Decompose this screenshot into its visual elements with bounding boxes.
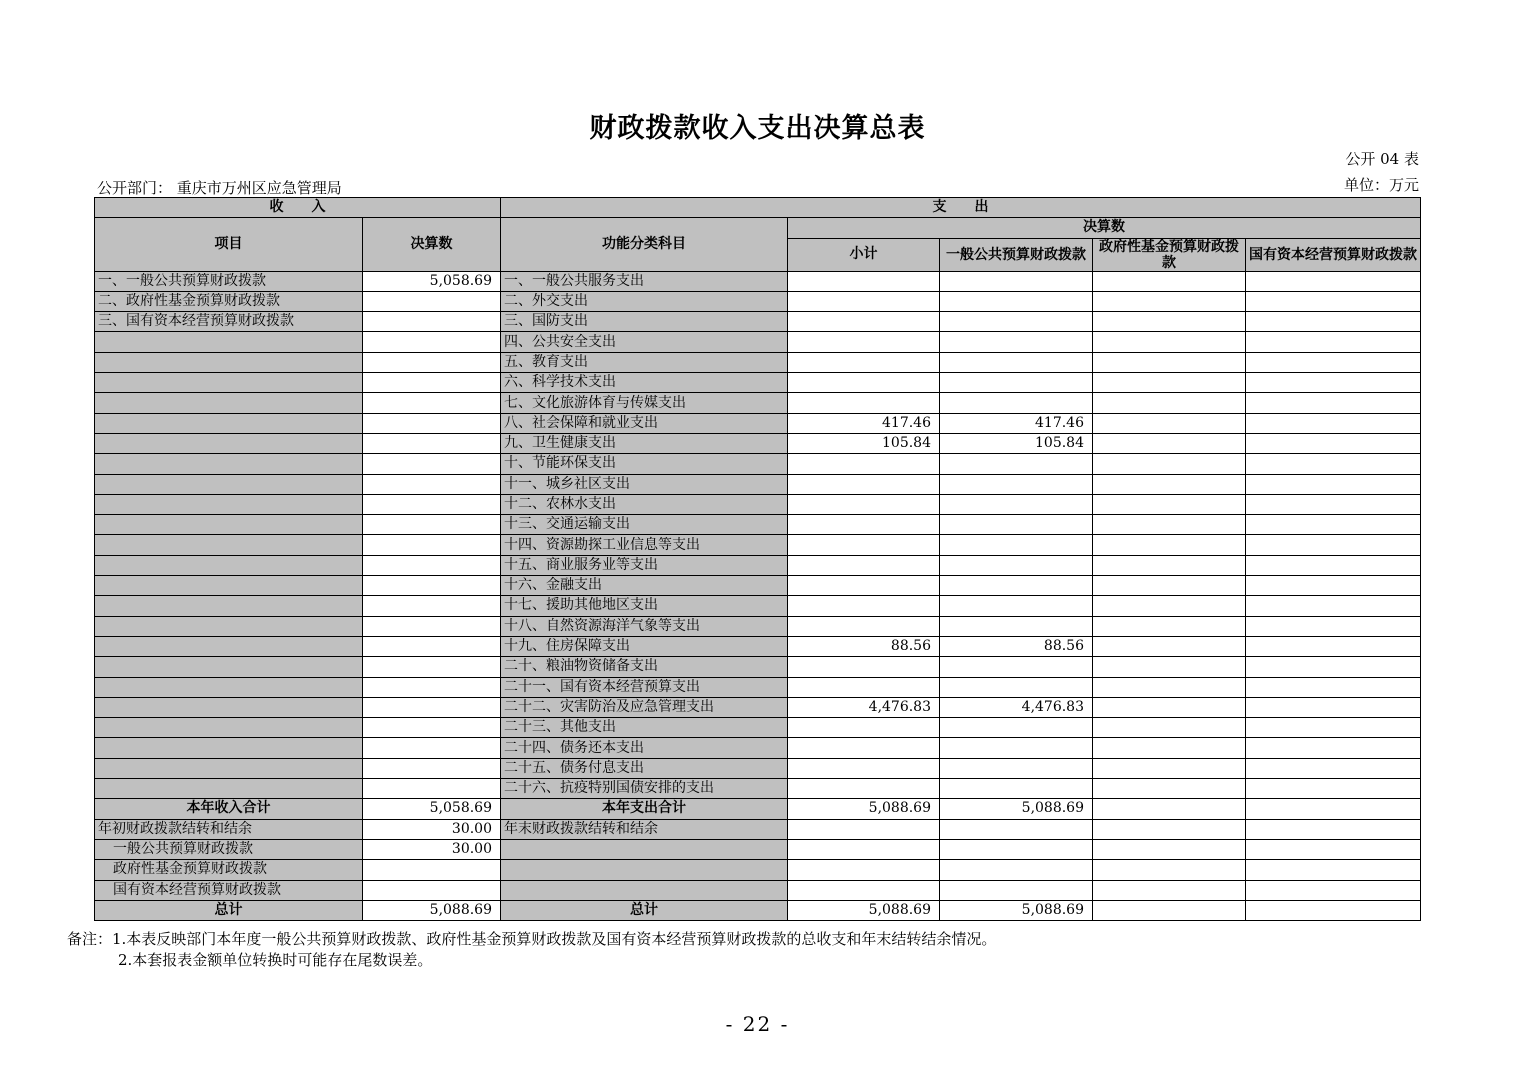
income-item-cell: [95, 718, 363, 738]
table-row: [95, 636, 1421, 656]
expense-item-cell: 七、文化旅游体育与传媒支出: [501, 393, 788, 413]
income-item-cell: [95, 494, 363, 514]
expense-fund-cell: [1093, 555, 1246, 575]
table-row: [95, 555, 1421, 575]
expense-subtotal-cell: 88.56: [788, 636, 940, 656]
table-row: [95, 738, 1421, 758]
table-row: [95, 454, 1421, 474]
year-expense-general: 5,088.69: [940, 799, 1093, 819]
year-income-value: 5,058.69: [363, 799, 501, 819]
table-row: [95, 433, 1421, 453]
income-value-cell: [363, 697, 501, 717]
income-header: 收 入: [95, 198, 501, 218]
grand-total-income-value: 5,088.69: [363, 900, 501, 920]
table-row: [95, 291, 1421, 311]
expense-subtotal-cell: 4,476.83: [788, 697, 940, 717]
income-value-cell: [363, 657, 501, 677]
end-balance-general: [940, 819, 1093, 839]
expense-subtotal-cell: [788, 535, 940, 555]
table-row: [95, 677, 1421, 697]
expense-general-cell: [940, 677, 1093, 697]
table-row: [95, 271, 1421, 291]
table-row: [95, 596, 1421, 616]
expense-item-cell: 二十、粮油物资储备支出: [501, 657, 788, 677]
income-value-cell: [363, 718, 501, 738]
expense-state-cell: [1246, 738, 1421, 758]
notes: [67, 929, 996, 971]
blank-func-cell: [501, 880, 788, 900]
income-value-cell: [363, 393, 501, 413]
budget-group-header: 决算数: [788, 218, 1421, 238]
expense-general-cell: [940, 657, 1093, 677]
income-item-cell: [95, 433, 363, 453]
expense-subtotal-cell: 105.84: [788, 433, 940, 453]
end-balance-subtotal: [788, 819, 940, 839]
expense-fund-cell: [1093, 779, 1246, 799]
expense-item-cell: 四、公共安全支出: [501, 332, 788, 352]
income-item-cell: [95, 596, 363, 616]
expense-fund-cell: [1093, 718, 1246, 738]
expense-general-cell: [940, 738, 1093, 758]
income-item-cell: [95, 657, 363, 677]
note-2: 2.本套报表金额单位转换时可能存在尾数误差。: [118, 951, 433, 969]
col-general-header: 一般公共预算财政拨款: [940, 238, 1093, 271]
expense-subtotal-cell: [788, 515, 940, 535]
begin-state-label: 国有资本经营预算财政拨款: [95, 880, 363, 900]
blank-cell: [940, 880, 1093, 900]
expense-fund-cell: [1093, 271, 1246, 291]
expense-fund-cell: [1093, 576, 1246, 596]
income-value-cell: [363, 738, 501, 758]
income-item-cell: [95, 474, 363, 494]
income-value-cell: [363, 576, 501, 596]
expense-subtotal-cell: [788, 616, 940, 636]
grand-total-expense-label: 总计: [501, 900, 788, 920]
expense-subtotal-cell: [788, 373, 940, 393]
blank-cell: [1093, 880, 1246, 900]
expense-state-cell: [1246, 352, 1421, 372]
begin-fund-label: 政府性基金预算财政拨款: [95, 860, 363, 880]
table-row: [95, 494, 1421, 514]
income-value-cell: [363, 454, 501, 474]
expense-header: 支 出: [501, 198, 1421, 218]
expense-state-cell: [1246, 555, 1421, 575]
end-balance-state: [1246, 819, 1421, 839]
begin-state-value: [363, 880, 501, 900]
year-expense-state: [1246, 799, 1421, 819]
expense-state-cell: [1246, 393, 1421, 413]
expense-state-cell: [1246, 596, 1421, 616]
table-row: [95, 819, 1421, 839]
income-value-cell: [363, 636, 501, 656]
expense-state-cell: [1246, 616, 1421, 636]
blank-cell: [1246, 880, 1421, 900]
grand-total-expense-subtotal: 5,088.69: [788, 900, 940, 920]
expense-state-cell: [1246, 515, 1421, 535]
table-row: [95, 515, 1421, 535]
expense-fund-cell: [1093, 332, 1246, 352]
income-value-cell: [363, 373, 501, 393]
expense-state-cell: [1246, 373, 1421, 393]
expense-subtotal-cell: [788, 758, 940, 778]
expense-item-cell: 五、教育支出: [501, 352, 788, 372]
expense-item-cell: 二、外交支出: [501, 291, 788, 311]
page-title: 财政拨款收入支出决算总表: [589, 113, 926, 144]
expense-general-cell: [940, 779, 1093, 799]
income-item-cell: 一、一般公共预算财政拨款: [95, 271, 363, 291]
year-expense-label: 本年支出合计: [501, 799, 788, 819]
income-item-cell: [95, 616, 363, 636]
income-item-cell: [95, 555, 363, 575]
income-value-cell: [363, 779, 501, 799]
expense-general-cell: 105.84: [940, 433, 1093, 453]
expense-general-cell: [940, 454, 1093, 474]
expense-fund-cell: [1093, 616, 1246, 636]
year-expense-fund: [1093, 799, 1246, 819]
expense-general-cell: [940, 332, 1093, 352]
expense-state-cell: [1246, 779, 1421, 799]
expense-item-cell: 十八、自然资源海洋气象等支出: [501, 616, 788, 636]
expense-general-cell: [940, 535, 1093, 555]
income-item-cell: [95, 535, 363, 555]
expense-item-cell: 一、一般公共服务支出: [501, 271, 788, 291]
expense-state-cell: [1246, 758, 1421, 778]
expense-general-cell: 88.56: [940, 636, 1093, 656]
expense-state-cell: [1246, 677, 1421, 697]
income-value-cell: [363, 433, 501, 453]
table-row: [95, 657, 1421, 677]
expense-subtotal-cell: [788, 657, 940, 677]
expense-item-cell: 二十二、灾害防治及应急管理支出: [501, 697, 788, 717]
blank-cell: [940, 839, 1093, 859]
grand-total-expense-general: 5,088.69: [940, 900, 1093, 920]
begin-general-value: 30.00: [363, 839, 501, 859]
unit-label: 单位：万元: [1343, 176, 1419, 194]
expense-fund-cell: [1093, 474, 1246, 494]
expense-state-cell: [1246, 474, 1421, 494]
blank-cell: [1246, 839, 1421, 859]
expense-fund-cell: [1093, 636, 1246, 656]
income-value-cell: [363, 494, 501, 514]
expense-general-cell: [940, 352, 1093, 372]
expense-state-cell: [1246, 494, 1421, 514]
col-item-header: 项目: [95, 218, 363, 271]
table-row: [95, 393, 1421, 413]
expense-state-cell: [1246, 433, 1421, 453]
income-value-cell: [363, 616, 501, 636]
income-item-cell: [95, 758, 363, 778]
income-value-cell: [363, 596, 501, 616]
income-value-cell: [363, 474, 501, 494]
income-item-cell: [95, 332, 363, 352]
income-item-cell: [95, 779, 363, 799]
year-expense-subtotal: 5,088.69: [788, 799, 940, 819]
expense-item-cell: 二十六、抗疫特别国债安排的支出: [501, 779, 788, 799]
expense-subtotal-cell: [788, 596, 940, 616]
expense-state-cell: [1246, 636, 1421, 656]
year-income-label: 本年收入合计: [95, 799, 363, 819]
expense-item-cell: 十六、金融支出: [501, 576, 788, 596]
expense-general-cell: [940, 291, 1093, 311]
begin-fund-value: [363, 860, 501, 880]
income-item-cell: [95, 454, 363, 474]
expense-fund-cell: [1093, 677, 1246, 697]
expense-fund-cell: [1093, 494, 1246, 514]
income-item-cell: [95, 393, 363, 413]
grand-total-income-label: 总计: [95, 900, 363, 920]
expense-subtotal-cell: [788, 779, 940, 799]
blank-cell: [1093, 839, 1246, 859]
page-number: - 22 -: [725, 1012, 790, 1036]
table-row: [95, 758, 1421, 778]
expense-state-cell: [1246, 413, 1421, 433]
expense-state-cell: [1246, 454, 1421, 474]
income-item-cell: [95, 677, 363, 697]
blank-cell: [788, 880, 940, 900]
blank-func-cell: [501, 839, 788, 859]
income-item-cell: [95, 697, 363, 717]
expense-item-cell: 十三、交通运输支出: [501, 515, 788, 535]
table-row: [95, 880, 1421, 900]
table-row: [95, 373, 1421, 393]
expense-item-cell: 八、社会保障和就业支出: [501, 413, 788, 433]
expense-state-cell: [1246, 271, 1421, 291]
income-value-cell: [363, 535, 501, 555]
expense-item-cell: 二十五、债务付息支出: [501, 758, 788, 778]
expense-fund-cell: [1093, 515, 1246, 535]
income-item-cell: [95, 413, 363, 433]
income-item-cell: [95, 373, 363, 393]
end-balance-fund: [1093, 819, 1246, 839]
expense-subtotal-cell: [788, 718, 940, 738]
expense-fund-cell: [1093, 596, 1246, 616]
income-value-cell: [363, 515, 501, 535]
table-row: [95, 474, 1421, 494]
expense-item-cell: 九、卫生健康支出: [501, 433, 788, 453]
blank-cell: [1093, 860, 1246, 880]
expense-item-cell: 二十四、债务还本支出: [501, 738, 788, 758]
expense-item-cell: 十四、资源勘探工业信息等支出: [501, 535, 788, 555]
expense-item-cell: 二十三、其他支出: [501, 718, 788, 738]
expense-item-cell: 十、节能环保支出: [501, 454, 788, 474]
expense-general-cell: 4,476.83: [940, 697, 1093, 717]
expense-subtotal-cell: [788, 454, 940, 474]
table-row: [95, 413, 1421, 433]
income-item-cell: 三、国有资本经营预算财政拨款: [95, 312, 363, 332]
table-row: [95, 718, 1421, 738]
budget-table: [94, 197, 1421, 921]
income-value-cell: [363, 413, 501, 433]
expense-fund-cell: [1093, 738, 1246, 758]
table-row: [95, 535, 1421, 555]
expense-subtotal-cell: [788, 352, 940, 372]
expense-general-cell: [940, 494, 1093, 514]
expense-state-cell: [1246, 332, 1421, 352]
expense-item-cell: 十七、援助其他地区支出: [501, 596, 788, 616]
expense-state-cell: [1246, 718, 1421, 738]
expense-fund-cell: [1093, 758, 1246, 778]
expense-fund-cell: [1093, 291, 1246, 311]
expense-state-cell: [1246, 697, 1421, 717]
income-value-cell: [363, 555, 501, 575]
expense-subtotal-cell: 417.46: [788, 413, 940, 433]
expense-item-cell: 十九、住房保障支出: [501, 636, 788, 656]
col-state-header: 国有资本经营预算财政拨款: [1246, 238, 1421, 271]
table-row: [95, 697, 1421, 717]
begin-balance-label: 年初财政拨款结转和结余: [95, 819, 363, 839]
expense-fund-cell: [1093, 697, 1246, 717]
col-func-header: 功能分类科目: [501, 218, 788, 271]
col-amount-header: 决算数: [363, 218, 501, 271]
expense-subtotal-cell: [788, 291, 940, 311]
blank-cell: [940, 860, 1093, 880]
expense-item-cell: 十二、农林水支出: [501, 494, 788, 514]
expense-fund-cell: [1093, 657, 1246, 677]
end-balance-label: 年末财政拨款结转和结余: [501, 819, 788, 839]
expense-fund-cell: [1093, 393, 1246, 413]
expense-general-cell: [940, 373, 1093, 393]
department-label: 公开部门： 重庆市万州区应急管理局: [97, 179, 342, 197]
income-value-cell: [363, 758, 501, 778]
expense-fund-cell: [1093, 535, 1246, 555]
expense-state-cell: [1246, 576, 1421, 596]
income-item-cell: [95, 636, 363, 656]
blank-cell: [788, 860, 940, 880]
expense-state-cell: [1246, 312, 1421, 332]
expense-subtotal-cell: [788, 312, 940, 332]
expense-state-cell: [1246, 291, 1421, 311]
expense-general-cell: [940, 393, 1093, 413]
income-item-cell: [95, 576, 363, 596]
expense-subtotal-cell: [788, 271, 940, 291]
expense-subtotal-cell: [788, 576, 940, 596]
income-value-cell: [363, 352, 501, 372]
expense-general-cell: [940, 515, 1093, 535]
income-value-cell: [363, 291, 501, 311]
expense-general-cell: [940, 312, 1093, 332]
col-fund-header: 政府性基金预算财政拨款: [1093, 238, 1246, 271]
expense-subtotal-cell: [788, 555, 940, 575]
income-item-cell: 二、政府性基金预算财政拨款: [95, 291, 363, 311]
table-row: [95, 352, 1421, 372]
col-subtotal-header: 小计: [788, 238, 940, 271]
table-row: [95, 860, 1421, 880]
note-1: 备注：1.本表反映部门本年度一般公共预算财政拨款、政府性基金预算财政拨款及国有资本经营预算财政拨款的总收支和年末结转结余情况。: [67, 930, 997, 948]
expense-state-cell: [1246, 657, 1421, 677]
expense-fund-cell: [1093, 373, 1246, 393]
expense-fund-cell: [1093, 433, 1246, 453]
table-row: [95, 332, 1421, 352]
expense-subtotal-cell: [788, 677, 940, 697]
blank-cell: [788, 839, 940, 859]
income-value-cell: [363, 677, 501, 697]
table-row: [95, 799, 1421, 819]
expense-general-cell: [940, 576, 1093, 596]
expense-item-cell: 三、国防支出: [501, 312, 788, 332]
income-value-cell: [363, 312, 501, 332]
expense-fund-cell: [1093, 454, 1246, 474]
table-row: [95, 779, 1421, 799]
expense-subtotal-cell: [788, 738, 940, 758]
table-row: [95, 576, 1421, 596]
income-item-cell: [95, 738, 363, 758]
income-value-cell: 5,058.69: [363, 271, 501, 291]
expense-subtotal-cell: [788, 332, 940, 352]
expense-subtotal-cell: [788, 393, 940, 413]
expense-item-cell: 十五、商业服务业等支出: [501, 555, 788, 575]
expense-general-cell: [940, 474, 1093, 494]
table-row: [95, 900, 1421, 920]
expense-general-cell: [940, 555, 1093, 575]
blank-func-cell: [501, 860, 788, 880]
table-row: [95, 839, 1421, 859]
table-number: 公开 04 表: [1345, 150, 1419, 168]
expense-general-cell: [940, 596, 1093, 616]
expense-general-cell: [940, 718, 1093, 738]
expense-subtotal-cell: [788, 494, 940, 514]
expense-general-cell: [940, 616, 1093, 636]
expense-item-cell: 二十一、国有资本经营预算支出: [501, 677, 788, 697]
expense-item-cell: 十一、城乡社区支出: [501, 474, 788, 494]
expense-state-cell: [1246, 535, 1421, 555]
expense-item-cell: 六、科学技术支出: [501, 373, 788, 393]
blank-cell: [1246, 860, 1421, 880]
income-item-cell: [95, 352, 363, 372]
grand-total-expense-state: [1246, 900, 1421, 920]
income-value-cell: [363, 332, 501, 352]
expense-fund-cell: [1093, 413, 1246, 433]
expense-fund-cell: [1093, 312, 1246, 332]
expense-general-cell: 417.46: [940, 413, 1093, 433]
expense-subtotal-cell: [788, 474, 940, 494]
expense-fund-cell: [1093, 352, 1246, 372]
expense-general-cell: [940, 271, 1093, 291]
table-row: [95, 616, 1421, 636]
table-row: [95, 312, 1421, 332]
expense-general-cell: [940, 758, 1093, 778]
income-item-cell: [95, 515, 363, 535]
grand-total-expense-fund: [1093, 900, 1246, 920]
begin-general-label: 一般公共预算财政拨款: [95, 839, 363, 859]
begin-balance-value: 30.00: [363, 819, 501, 839]
